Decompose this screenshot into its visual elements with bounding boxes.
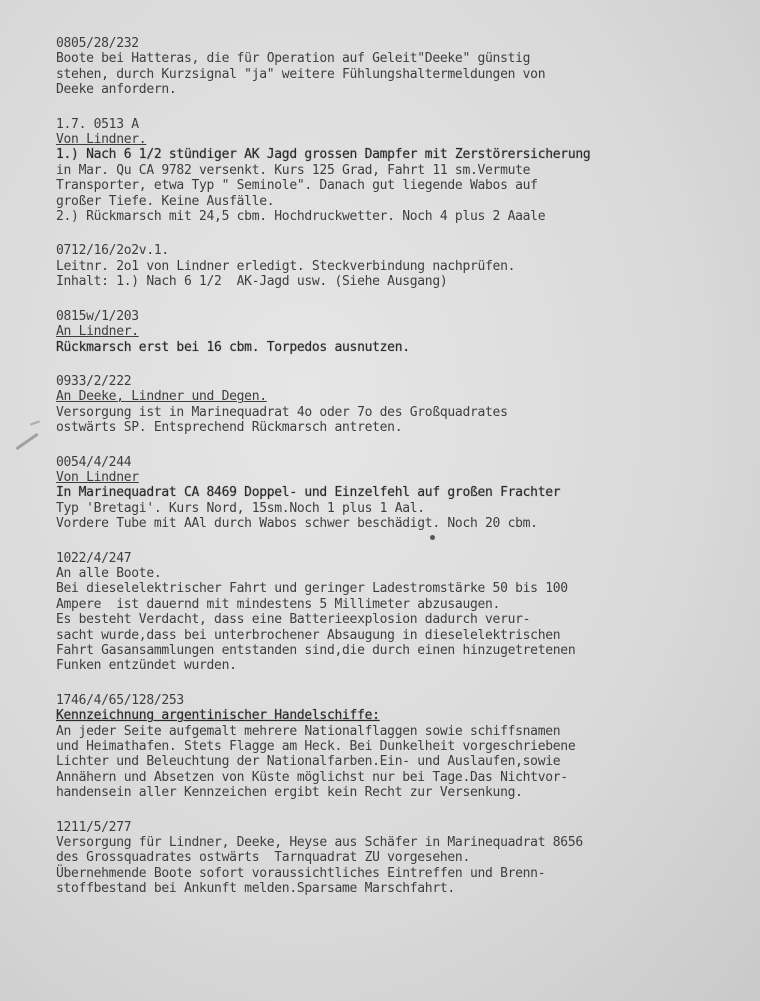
message-recipient: An Deeke, Lindner und Degen. xyxy=(56,389,267,405)
message-text: An jeder Seite aufgemalt mehrere Nationalflaggen sowie schiffsnamen xyxy=(56,723,561,739)
message-recipient: An Lindner. xyxy=(56,324,139,340)
message-text: handensein aller Kennzeichen ergibt kein Recht zur Versenkung. xyxy=(56,785,523,801)
message-text: Übernehmende Boote sofort voraussichtliches Eintreffen und Brenn- xyxy=(56,865,546,881)
message-entry xyxy=(56,693,746,801)
message-text: Funken entzündet wurden. xyxy=(56,658,237,674)
message-text: Rückmarsch erst bei 16 cbm. Torpedos ausnutzen. xyxy=(56,339,410,355)
message-text: Fahrt Gasansammlungen entstanden sind,die durch einen hinzugetretenen xyxy=(56,643,576,658)
message-entry xyxy=(56,117,746,225)
message-text: Bei dieselelektrischer Fahrt und geringer Ladestromstärke 50 bis 100 xyxy=(56,581,568,597)
message-recipient: An alle Boote. xyxy=(56,565,162,581)
message-text: großer Tiefe. Keine Ausfälle. xyxy=(56,193,275,209)
message-header: 0815w/1/203 xyxy=(56,308,139,324)
message-text: In Marinequadrat CA 8469 Doppel- und Einzelfehl auf großen Frachter xyxy=(56,485,561,501)
message-text: sacht wurde,dass bei unterbrochener Absaugung in dieselelektrischen xyxy=(56,627,561,643)
message-text: Typ 'Bretagi'. Kurs Nord, 15sm.Noch 1 plus 1 Aal. xyxy=(56,500,425,516)
message-text: 2.) Rückmarsch mit 24,5 cbm. Hochdruckwetter. Noch 4 plus 2 Aaale xyxy=(56,209,546,225)
message-subject: Kennzeichnung argentinischer Handelschiffe: xyxy=(56,708,380,724)
message-text: Leitnr. 2o1 von Lindner erledigt. Steckverbindung nachprüfen. xyxy=(56,258,516,274)
message-text: und Heimathafen. Stets Flagge am Heck. Bei Dunkelheit vorgeschriebene xyxy=(56,739,576,755)
message-recipient: Von Lindner xyxy=(56,469,139,485)
message-text: Vordere Tube mit AAl durch Wabos schwer beschädigt. Noch 20 cbm. xyxy=(56,516,538,532)
message-text: Annähern und Absetzen von Küste möglichst nur bei Tage.Das Nichtvor- xyxy=(56,769,568,785)
message-header: 1211/5/277 xyxy=(56,819,132,835)
message-text: Ampere ist dauernd mit mindestens 5 Millimeter abzusaugen. xyxy=(56,596,501,612)
pencil-mark xyxy=(30,420,40,425)
message-header: 0805/28/232 xyxy=(56,36,139,51)
message-entry xyxy=(56,455,746,532)
message-text: ostwärts SP. Entsprechend Rückmarsch antreten. xyxy=(56,420,403,436)
message-header: 1746/4/65/128/253 xyxy=(56,692,184,708)
message-entry xyxy=(56,820,746,897)
pencil-mark xyxy=(15,433,38,450)
message-entry xyxy=(56,374,746,436)
message-recipient: Von Lindner. xyxy=(56,132,147,148)
message-log xyxy=(56,36,746,916)
message-text: des Grossquadrates ostwärts Tarnquadrat ZU vorgesehen. xyxy=(56,850,470,866)
message-header: 0712/16/2o2v.1. xyxy=(56,243,169,259)
message-text: Inhalt: 1.) Nach 6 1/2 AK-Jagd usw. (Siehe Ausgang) xyxy=(56,274,448,290)
message-header: 0933/2/222 xyxy=(56,373,132,389)
message-header: 0054/4/244 xyxy=(56,454,132,470)
message-text: 1.) Nach 6 1/2 stündiger AK Jagd grossen Dampfer mit Zerstörersicherung xyxy=(56,147,591,163)
message-text: Es besteht Verdacht, dass eine Batterieexplosion dadurch verur- xyxy=(56,612,531,628)
message-text: Versorgung ist in Marinequadrat 4o oder 7o des Großquadrates xyxy=(56,404,508,420)
message-text: stoffbestand bei Ankunft melden.Sparsame Marschfahrt. xyxy=(56,881,455,897)
message-text: stehen, durch Kurzsignal "ja" weitere Fühlungshaltermeldungen von xyxy=(56,66,546,82)
message-entry xyxy=(56,36,746,98)
message-header: 1022/4/247 xyxy=(56,550,132,566)
message-header: 1.7. 0513 A xyxy=(56,116,139,132)
message-entry xyxy=(56,309,746,355)
message-entry xyxy=(56,243,746,289)
message-text: Versorgung für Lindner, Deeke, Heyse aus Schäfer in Marinequadrat 8656 xyxy=(56,835,583,851)
message-text: Lichter und Beleuchtung der Nationalfarben.Ein- und Auslaufen,sowie xyxy=(56,754,561,770)
message-entry xyxy=(56,551,746,674)
message-text: Deeke anfordern. xyxy=(56,82,177,98)
message-text: Boote bei Hatteras, die für Operation auf Geleit"Deeke" günstig xyxy=(56,51,531,67)
message-text: in Mar. Qu CA 9782 versenkt. Kurs 125 Grad, Fahrt 11 sm.Vermute xyxy=(56,162,531,178)
message-text: Transporter, etwa Typ " Seminole". Danach gut liegende Wabos auf xyxy=(56,178,538,194)
